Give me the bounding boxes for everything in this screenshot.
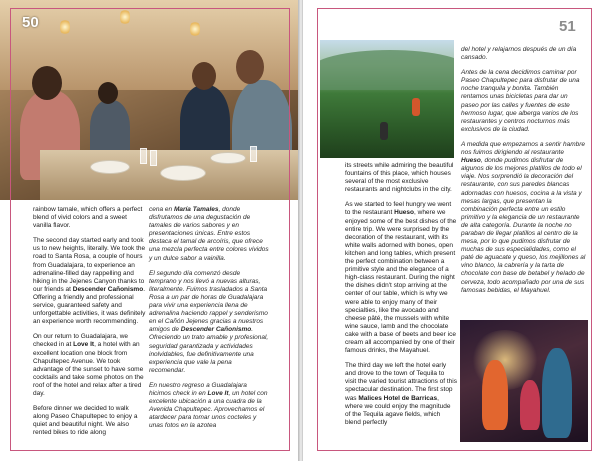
paragraph: En nuestro regreso a Guadalajara hicimos check in en Love It, un hotel con excelente ubicación a una cuadra de la Avenida Chapultepec. Aprovechamos el atardecer para tomar unos cocteles y unas fotos en la azotea bbox=[149, 381, 268, 430]
right-page-column-spanish bbox=[461, 46, 586, 302]
paragraph: El segundo día comenzó desde temprano y nos llevó a nuevas alturas, literalmente. Fuimos trasladados a Santa Rosa a un par de horas de Guadalajara para vivir una experiencia llena de adrenalina haciendo rappel y senderismo en el Cañón Jejenes gracias a nuestros amigos de Descender Cañonismo. Ofreciendo un trato amable y profesional, seguridad garantizada y actividades inolvidables, fue definitivamente una experiencia que vale la pena recomendar. bbox=[149, 269, 269, 374]
paragraph: The third day we left the hotel early and drove to the town of Tequila to visit the varied tourist attractions of this spectacular destination. The first stop was Malices Hotel de Barricas, where we could enjoy the magnitude of the Tequila agave fields, which blend perfectly bbox=[345, 362, 457, 426]
paragraph: Before dinner we decided to walk along Paseo Chapultepec to enjoy a quiet and beautiful night. We also rented bikes to ride along bbox=[33, 405, 138, 437]
paragraph: As we started to feel hungry we went to the restaurant Hueso, where we enjoyed some of the best dishes of the entire trip. We were surprised by the decoration of the restaurant, with its white walls adorned with bones, open kitchen and long tables, which present the perfect combination between a primitive style and the elegance of a high-class restaurant. During the night the dishes didn't stop arriving at the center of our table, which is why we were able to enjoy many of their specialties, like the avocado and cheese pâté, the mussels with white wine sauce, lamb and the chocolate cake with a base of beets and beer ice cream all accompanied by one of their famous drinks, the Mayahuel. bbox=[345, 201, 457, 355]
left-page-column-english bbox=[33, 206, 146, 444]
paragraph: The second day started early and took us to new heights, literally. We took the road to Santa Rosa, a couple of hours from Guadalajara, to experience an adrenaline-filled day rappelling and hiking in the Jejenes Canyon thanks to our friends at Descender Cañonismo. Offering a friendly and professional service, guaranteed safety and unforgettable activities, it was definitely an experience worth recommending. bbox=[33, 237, 146, 326]
paragraph: its streets while admiring the beautiful fountains of this place, which houses several of the most exclusive restaurants and nightclubs in the city. bbox=[345, 162, 454, 194]
paragraph: cena en María Tamales, donde disfrutamos de una degustación de tamales de varios sabores y en presentaciones únicas. Entre estos destaca el tamal de arcoíris, que ofrece una mezcla perfecta entre colores vividos y un dulce sabor a vainilla. bbox=[149, 206, 269, 262]
canyon-hiking-photo bbox=[320, 40, 454, 158]
left-page-column-spanish bbox=[149, 206, 269, 437]
paragraph: A medida que empezamos a sentir hambre nos fuimos dirigiendo al restaurante Hueso, donde pudimos disfrutar de algunos de los mejores platillos de todo el viaje. Nos sorprendió la decoración del restaurante, con sus paredes blancas adornadas con huesos, cocina a la vista y mesas largas, que presentan la combinación perfecta entre un estilo primitivo y la elegancia de un restaurante de alta categoría. Durante la noche no paraban de llegar platillos al centro de la mesa, por lo que pudimos disfrutar de muchas de sus especialidades, como el paté de aguacate y queso, los mejillones al vino blanco, la cabrería y la tarta de chocolate con base de betabel y helado de cerveza, todo acompañado por una de sus famosas bebidas, el Mayahuel. bbox=[461, 140, 586, 294]
page-number: 50 bbox=[22, 14, 39, 31]
left-page bbox=[0, 0, 298, 461]
page-number: 51 bbox=[559, 18, 576, 35]
paragraph: Antes de la cena decidimos caminar por Paseo Chapultepec para disfrutar de una noche tranquila y bonita. También rentamos unas bicicletas para dar un paseo por las calles y fuentes de este hermoso lugar, que alberga varios de los restaurantes y centros nocturnos más exclusivos de la ciudad. bbox=[461, 69, 580, 133]
paragraph: rainbow tamale, which offers a perfect blend of vivid colors and a sweet vanilla flavor. bbox=[33, 206, 143, 230]
folk-dancer-photo bbox=[460, 320, 588, 442]
paragraph: del hotel y relajarnos después de un día cansado. bbox=[461, 46, 577, 62]
right-page-column-english bbox=[345, 162, 457, 434]
paragraph: On our return to Guadalajara, we checked in at Love It, a hotel with an excellent location one block from Chapultepec Avenue. We took advantage of the sunset to have some cocktails and take some photos on the roof of the hotel and relax after a tired day. bbox=[33, 333, 144, 397]
